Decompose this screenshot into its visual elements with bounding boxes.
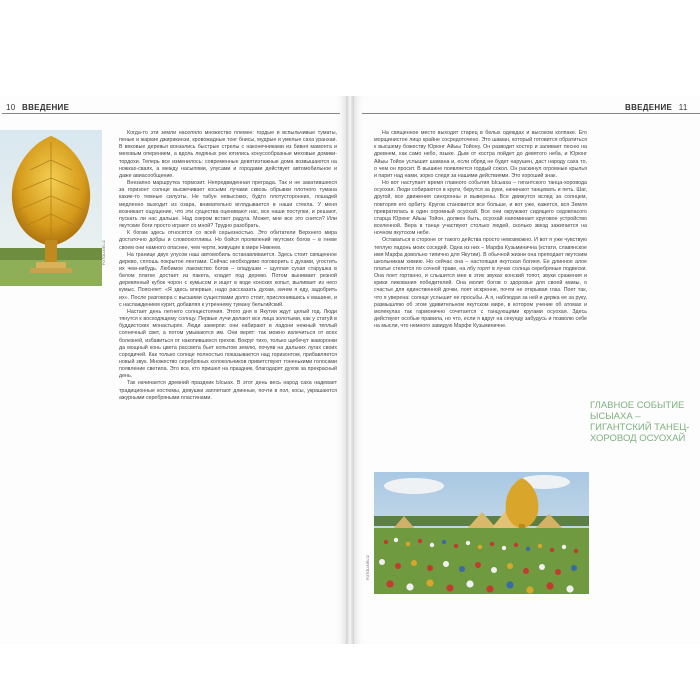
pull-quote: ГЛАВНОЕ СОБЫТИЕ ЫСЫАХА – ГИГАНТСКИЙ ТАНЕЦ-ХОРОВОД ОСУОХАЙ [590,400,690,444]
book-gutter [346,96,354,644]
left-photo-golden-tree [0,130,102,286]
left-photo-credit: FOTOLIA/ELIZ [102,240,106,265]
paragraph: К богам здесь относятся со всей серьезностью. Это обитатели Верхнего мира достаточно добры и словоохотливы. Но бойся проявлений якутских богов – в гневе своем они намного опаснее, чем черти, живущие в мире Нижнем. [119,230,337,251]
left-text-column [119,130,337,402]
paragraph: На границе двух улусов наш автомобиль останавливается. Здесь стоит священное дерево, сплошь покрытое лентами. Сейчас необходимо поговорить с духами, угостить их чем-нибудь. Любимое лакомство богов – оладушки – щуплая сухая старушка в белом платке достает из пакета, кладет под дерево. Потом вынимает резной деревянный кубок чорон с кумысом и ищет в воде конских копыт, выливает из него кумыс. Поясняет: «Я здесь впервые, надо рассказать духам, зачем я еду, задобрить их». После разговора с высшими существами долго стоит, прислонившись к машине, и с наслаждением курит, добавляя к утреннему туману бельгийский. [119,251,337,308]
paragraph: Оставаться в стороне от такого действа просто невозможно. И вот я уже чувствую теплую ладонь моих соседей. Одна из них – Марфа Кузьминична (кстати, славянское имя Марфа довольно типично для Якутии). В обычной жизни она преподает якутским школьникам химию. Но сейчас она – настоящая якутская богиня. Ее длинное алое платье стелется по сочной траве, на лбу горят в лучах солнца серебряные подвески. Она поет гортанно, и слышится мне в этих звуках конский топот, звуки сражения и крики ликования победителей. Она молит богов о здоровье для своей мамы, о счастье для единственной дочки, поет искренне, почти не открывая глаз. Поет так, что я уверена: солнце услышит ее просьбы. А я, наблюдая за ней и держа ее за руку, размышляю об этом удивительном якутском мире, в котором учение об атомах и молекулах так гармонично сочетается с танцующими кругами осуохая. Здесь действуют особые правила, но что, если я вдруг на секунду забудусь и позволю себе на мысли, что немного завидую Марфе Кузьминичне. [374,237,587,330]
right-header-rule [362,113,700,114]
paragraph: На священное место выходит старец в белых одеждах и высоком колпаке. Его морщинистое лицо крайне сосредоточено. Это шаман, который готовится обратиться к высшему божеству Юрюнг Айыы Тойону. Он разводит костер и заливает песню на древнем, как само небо, языке. Дым от костра пойдет до девятого неба, и Юрюнг Айыы Тойон услышит шамана и, если обряд не будет нарушен, даст народу саха то, о чем он просит. В вышине появляется гордый сокол. Он раскинул огромные крылья и парит над нами, зорко следя за нашими действиями. Это хороший знак. [374,130,587,179]
left-page-header [2,103,69,112]
right-page-number: 11 [678,103,688,112]
paragraph: Так начинается древний праздник Ысыах. В этот день весь народ саха надевает традиционные костюмы, девушки заплетают длинные, почти в пол, косы, украшаются ажурными серебряными пластинами. [119,380,337,401]
right-text-column [374,130,587,330]
left-header-rule [2,113,340,114]
right-page-header [625,103,692,112]
right-photo-credit: FOTOLIA/ELIZ [366,555,370,580]
paragraph: Но вот наступает время главного события Ысыаха – гигантского танца-хоровода осуохая. Люди собираются в круги, берутся за руки, начинают танцевать и петь. Шаг, другой, все движения синхронны и выверены. Все движутся вслед за солнцем, повторяя его орбиту. Кругов становится все больше, и вот уже, кажется, вся Земля превратилась в один огромный осуохай. Все они окружают сидящего седовласого старца Юрюнг Айыы Тойон, должен быть, осуохай напоминает круговое устройство вселенной. Вера в танце участвуют столько людей, сколько звезд зажигается на ночном якутском небе. [374,180,587,237]
left-running-head: ВВЕДЕНИЕ [22,103,70,112]
paragraph: Когда-то эти земли населяло множество племен: гордые и вспыльчивые туматы, пеные и жаркие джирикинэи, кровожадные тонг бнисы, мудрые и умелые саха уранхаи. В вековые деревья вонзались быстрые стрелы с наконечниками из бивня мамонта и меховым оперением, а вдоль ледяных рек ютились конусообразные меховые домики-тордохи. Теперь все изменилось: современные девятиэтажные дома возвышаются на ножках-сваях, а между насыпями, улусами и городами действует автомобильное и даже авиасообщение. [119,130,337,179]
right-photo-festival [374,472,589,594]
left-page-number: 10 [6,103,16,112]
right-running-head: ВВЕДЕНИЕ [625,103,673,112]
paragraph: Настает день летнего солнцестояния. Этого дня в Якутии ждут целый год. Люди тянутся к восходящему солнцу. Первые лучи делают все лица золотыми, как у статуй в буддистских монастырях. Люди замерли: они набирают в ладони нежный теплый солнечный свет, а потом умываются им. Они верят: так можно излечиться от всех болезней, избавиться от накопившихся грехов. Вокруг тихо, только щебечут жаворонки да мощный конь цвета рассвета бьет копытом землю, почуяв на дальних лугах своих сородичей. Как только солнце полностью показывается над горизонтом, прибавляется новый звук. Множество серебряных колокольчиков приветствуют тоненькими голосами появление светила. Это все, кто пришел на праздник, благодарят духов за прекрасный день. [119,308,337,380]
paragraph: Внезапно маршрутка тормозит. Непредвиденная преграда. Так и не закатившееся за горизонт солнце высвечивает косыми лучами сквозь обрывки плотного тумана какие-то темные силуэты. Не табун невысоких, будто плотусторонних, лошадей медленно выходит из озара, внимательно вглядывается в наши стекла. У меня возникает ощущение, что эти существа оценивают нас, все наши поступки, и решают, пускать ли нас дальше. Над озером встает радуга. Может, мне все это снится? Или якутские боги просто играют со мной? Трудно разобрать. [119,180,337,230]
